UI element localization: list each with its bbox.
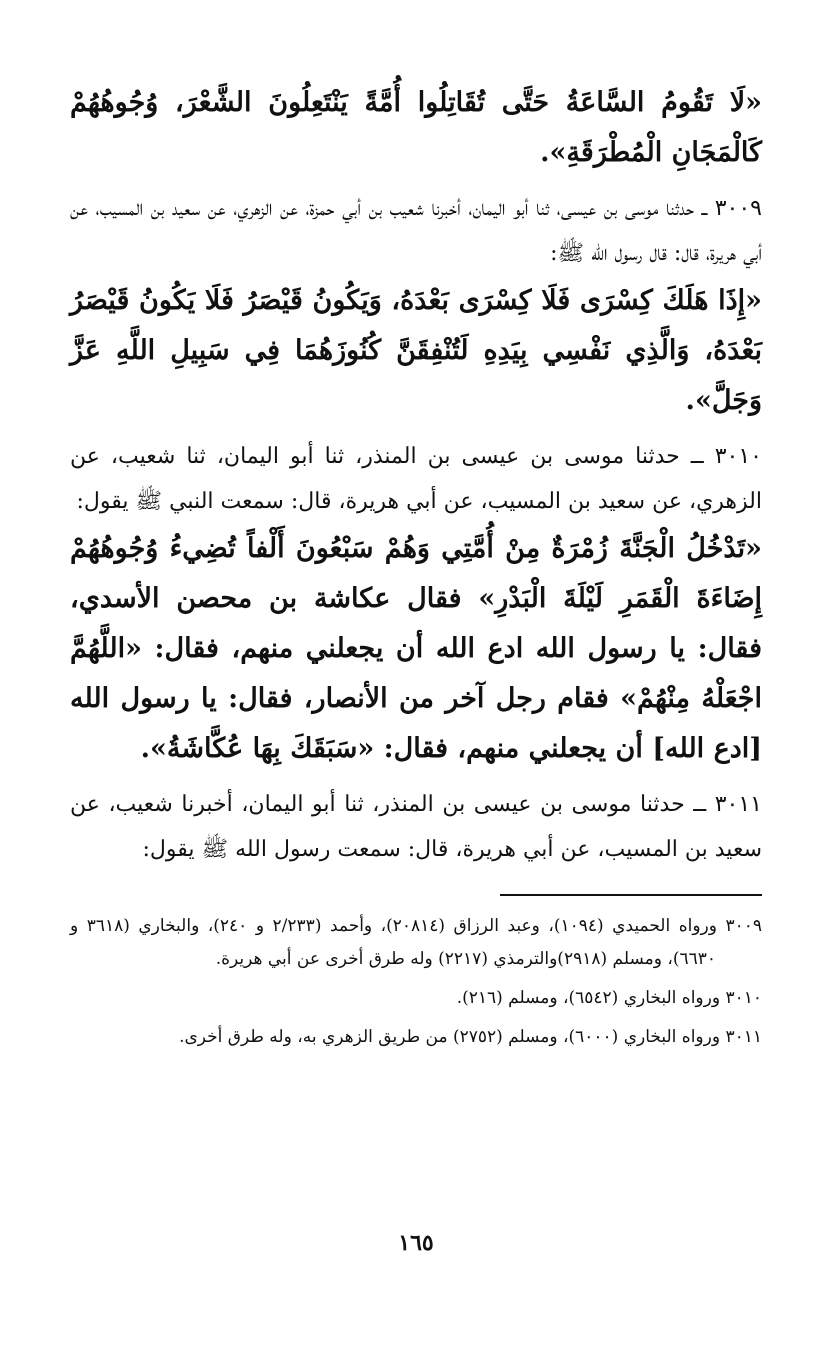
footnotes [70, 910, 762, 1054]
page-number: ١٦٥ [398, 1230, 434, 1256]
footnote-3011: ٣٠١١ ورواه البخاري (٦٠٠٠)، ومسلم (٢٧٥٢) من طريق الزهري به، وله طرق أخرى. [179, 1027, 762, 1047]
footnote-3009: ٣٠٠٩ ورواه الحميدي (١٠٩٤)، وعبد الرزاق (٢٠٨١٤)، وأحمد (٢/٢٣٣ و ٢٤٠)، والبخاري (٣٦١٨ و ٦٦٣٠)، ومسلم (٢٩١٨)والترمذي (٢٢١٧) وله طرق أخرى عن أبي هريرة. [70, 916, 762, 969]
entry-3011 [70, 782, 762, 872]
footnote-separator [500, 894, 762, 896]
entry-3010 [70, 434, 762, 774]
entry-3010-hadith: «تَدْخُلُ الْجَنَّةَ زُمْرَةٌ مِنْ أُمَّتِي وَهُمْ سَبْعُونَ أَلْفاً تُضِيءُ وُجُوهُهُمْ إِضَاءَةَ الْقَمَرِ لَيْلَةَ الْبَدْرِ» فقال عكاشة بن محصن الأسدي، فقال: يا رسول الله ادع الله أن يجعلني منهم، فقال: «اللَّهُمَّ اجْعَلْهُ مِنْهُمْ» فقام رجل آخر من الأنصار، فقال: يا رسول الله [ادع الله] أن يجعلني منهم، فقال: «سَبَقَكَ بِهَا عُكَّاشَةُ». [70, 533, 762, 764]
entry-3009-narration: ٣٠٠٩ ــ حدثنا موسى بن عيسى، ثنا أبو اليمان، أخبرنا شعيب بن أبي حمزة، عن الزهري، عن سعيد بن المسيب، عن أبي هريرة، قال: قال رسول الله ﷺ: [70, 196, 762, 266]
footnote-3010: ٣٠١٠ ورواه البخاري (٦٥٤٢)، ومسلم (٢١٦). [456, 988, 762, 1008]
entry-3011-narration: ٣٠١١ ــ حدثنا موسى بن عيسى بن المنذر، ثنا أبو اليمان، أخبرنا شعيب، عن سعيد بن المسيب، عن أبي هريرة، قال: سمعت رسول الله ﷺ يقول: [70, 792, 762, 862]
entry-3009 [70, 186, 762, 426]
entry-3009-hadith: «إِذَا هَلَكَ كِسْرَى فَلَا كِسْرَى بَعْدَهُ، وَيَكُونُ قَيْصَرُ فَلَا يَكُونُ قَيْصَرُ بَعْدَهُ، وَالَّذِي نَفْسِي بِيَدِهِ لَتُنْفِقَنَّ كُنُوزَهُمَا فِي سَبِيلِ اللَّهِ عَزَّ وَجَلَّ». [70, 285, 762, 416]
hadith-top-text: «لَا تَقُومُ السَّاعَةُ حَتَّى تُقَاتِلُوا أُمَّةً يَنْتَعِلُونَ الشَّعْرَ، وُجُوهُهُمْ كَالْمَجَانِ الْمُطْرَقَةِ». [70, 87, 762, 168]
entry-3010-narration: ٣٠١٠ ــ حدثنا موسى بن عيسى بن المنذر، ثنا أبو اليمان، ثنا شعيب، عن الزهري، عن سعيد بن المسيب، عن أبي هريرة، قال: سمعت النبي ﷺ يقول: [70, 444, 762, 514]
